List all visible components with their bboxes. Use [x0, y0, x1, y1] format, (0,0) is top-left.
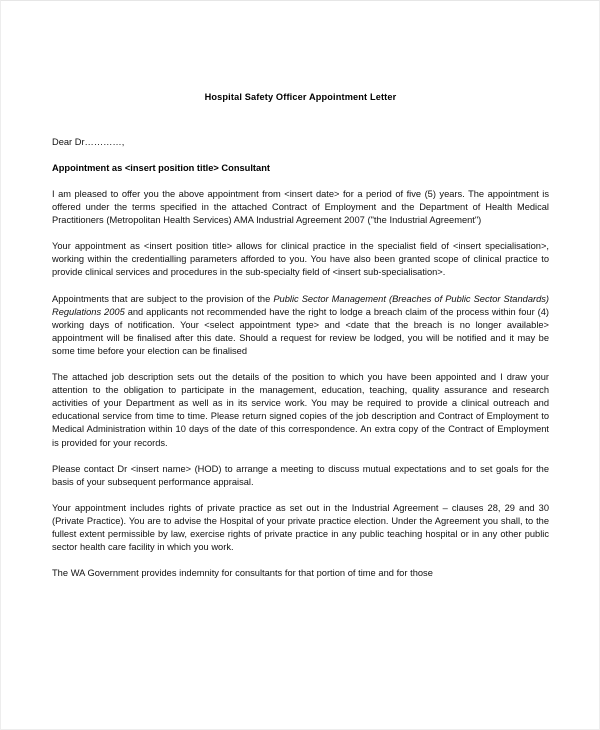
subheading-spacer [52, 175, 549, 188]
paragraph-scope-of-practice: Your appointment as <insert position title> allows for clinical practice in the specialist field of <insert specialisation>, working within the credentialling parameters afforded to you. You have also been granted scope of clinical practice to provide clinical services and procedures in the sub-specialty field of <insert sub-specialisation>. [52, 241, 549, 278]
paragraph-hod-meeting: Please contact Dr <insert name> (HOD) to arrange a meeting to discuss mutual expectations and to set goals for the basis of your subsequent performance appraisal. [52, 463, 549, 487]
breach-claim-tail: and applicants not recommended have the right to lodge a breach claim of the process within four (4) working days of notification. Your <select appointment type> and <date that the breach is no longer available> appointment will be finalised after this date. Should a request for review be lodged, you will be notified and it may be some time before your election can be finalised [52, 306, 549, 356]
paragraph-indemnity: The WA Government provides indemnity for consultants for that portion of time and for those [52, 568, 433, 579]
paragraph-job-description: The attached job description sets out the details of the position to which you have been appointed and I draw your attention to the obligation to participate in the management, education, teaching, quality assurance and research activities of your Department as well as in its service work. You may be required to provide a clinical outreach and educational service from time to time. Please return signed copies of the job description and Contract of Employment to Medical Administration within 10 days of the date of this correspondence. An extra copy of the Contract of Employment is provided for your records. [52, 372, 549, 448]
salutation-spacer [52, 149, 549, 162]
regulation-title-italic: Public Sector Management (Breaches of Public Sector Standards) Regulations 2005 [52, 293, 549, 317]
document-body [52, 91, 549, 580]
breach-claim-lead: Appointments that are subject to the provision of the [52, 293, 274, 304]
paragraph-offer: I am pleased to offer you the above appointment from <insert date> for a period of five (5) years. The appointment is offered under the terms specified in the attached Contract of Employment and the Department of Health Medical Practitioners (Metropolitan Health Services) AMA Industrial Agreement 2007 ("the Industrial Agreement") [52, 189, 549, 226]
title-spacer [52, 104, 549, 136]
appointment-subheading: Appointment as <insert position title> Consultant [52, 163, 270, 173]
page-title: Hospital Safety Officer Appointment Letter [204, 92, 397, 102]
paragraph-private-practice: Your appointment includes rights of private practice as set out in the Industrial Agreement – clauses 28, 29 and 30 (Private Practice). You are to advise the Hospital of your private practice election. Under the Agreement you shall, to the fullest extent permissible by law, exercise rights of private practice in any public teaching hospital or in any other public sector health care facility in which you work. [52, 502, 549, 553]
salutation-line: Dear Dr…………, [52, 137, 125, 147]
paragraph-breach-claim [52, 293, 549, 358]
